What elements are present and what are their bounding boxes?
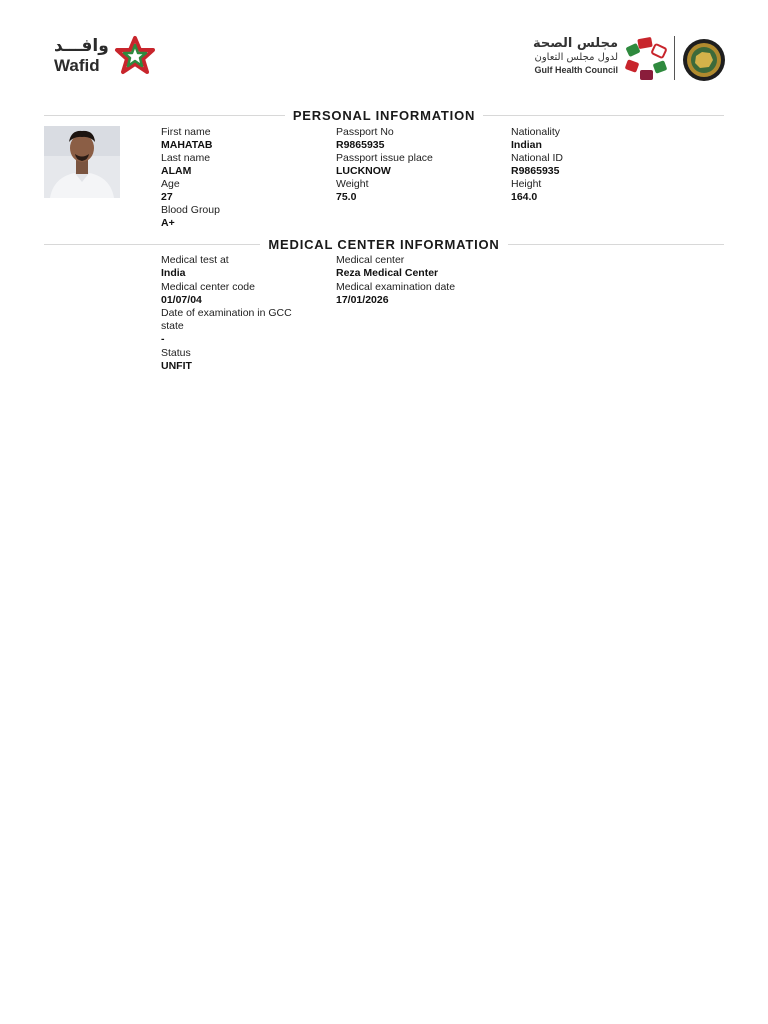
blood-group-label: Blood Group xyxy=(161,204,220,216)
age-label: Age xyxy=(161,178,180,190)
blood-group-field xyxy=(161,204,331,230)
wafid-star-icon xyxy=(112,34,158,80)
medical-center-information-title: MEDICAL CENTER INFORMATION xyxy=(268,236,500,252)
gulf-health-council-logo xyxy=(532,36,728,82)
wafid-logo xyxy=(52,36,160,80)
personal-information-heading xyxy=(44,107,724,123)
status-field xyxy=(161,347,331,373)
weight-field xyxy=(336,178,506,204)
ghc-flags-star-icon xyxy=(624,36,668,82)
nationality-value: Indian xyxy=(511,139,542,151)
heading-rule-left xyxy=(44,244,260,245)
first-name-label: First name xyxy=(161,126,211,138)
medical-center-information-heading xyxy=(44,236,724,252)
height-value: 164.0 xyxy=(511,191,538,203)
nationality-label: Nationality xyxy=(511,126,561,138)
age-field xyxy=(161,178,331,204)
status-value: UNFIT xyxy=(161,360,192,372)
ghc-arabic-subtitle: لدول مجلس التعاون xyxy=(534,52,618,63)
nationality-field xyxy=(511,126,681,152)
last-name-value: ALAM xyxy=(161,165,192,177)
first-name-field xyxy=(161,126,331,152)
weight-label: Weight xyxy=(336,178,369,190)
passport-issue-place-value: LUCKNOW xyxy=(336,165,391,177)
wafid-logo-text: Wafid xyxy=(54,56,100,75)
medical-center-label: Medical center xyxy=(336,254,405,266)
medical-examination-date-label: Medical examination date xyxy=(336,281,456,293)
medical-center-code-field xyxy=(161,281,331,307)
medical-examination-date-value: 17/01/2026 xyxy=(336,294,389,306)
last-name-label: Last name xyxy=(161,152,211,164)
height-label: Height xyxy=(511,178,542,190)
medical-test-at-value: India xyxy=(161,267,186,279)
passport-no-label: Passport No xyxy=(336,126,394,138)
applicant-photo xyxy=(44,126,120,198)
gcc-examination-date-field xyxy=(161,307,301,346)
last-name-field xyxy=(161,152,331,178)
height-field xyxy=(511,178,681,204)
logo-divider xyxy=(674,36,675,80)
medical-test-at-field xyxy=(161,254,331,280)
first-name-value: MAHATAB xyxy=(161,139,213,151)
ghc-arabic-title: مجلس الصحة xyxy=(532,36,618,51)
gcc-examination-date-value: - xyxy=(161,333,165,345)
passport-no-field xyxy=(336,126,506,152)
medical-test-at-label: Medical test at xyxy=(161,254,229,266)
age-value: 27 xyxy=(161,191,173,203)
heading-rule-left xyxy=(44,115,285,116)
passport-issue-place-label: Passport issue place xyxy=(336,152,433,164)
personal-information-title: PERSONAL INFORMATION xyxy=(292,107,476,123)
national-id-label: National ID xyxy=(511,152,563,164)
gcc-seal-icon xyxy=(682,38,726,82)
national-id-field xyxy=(511,152,681,178)
heading-rule-right xyxy=(483,115,724,116)
medical-center-value: Reza Medical Center xyxy=(336,267,439,279)
passport-no-value: R9865935 xyxy=(336,139,385,151)
medical-center-code-label: Medical center code xyxy=(161,281,255,293)
ghc-english-title: Gulf Health Council xyxy=(534,65,618,75)
medical-examination-date-field xyxy=(336,281,506,307)
blood-group-value: A+ xyxy=(161,217,175,229)
wafid-logo-arabic: وافـــد xyxy=(54,36,109,56)
national-id-value: R9865935 xyxy=(511,165,560,177)
heading-rule-right xyxy=(508,244,724,245)
medical-center-code-value: 01/07/04 xyxy=(161,294,202,306)
status-label: Status xyxy=(161,347,191,359)
passport-issue-place-field xyxy=(336,152,506,178)
medical-center-field xyxy=(336,254,506,280)
weight-value: 75.0 xyxy=(336,191,357,203)
gcc-examination-date-label: Date of examination in GCC state xyxy=(161,307,292,332)
